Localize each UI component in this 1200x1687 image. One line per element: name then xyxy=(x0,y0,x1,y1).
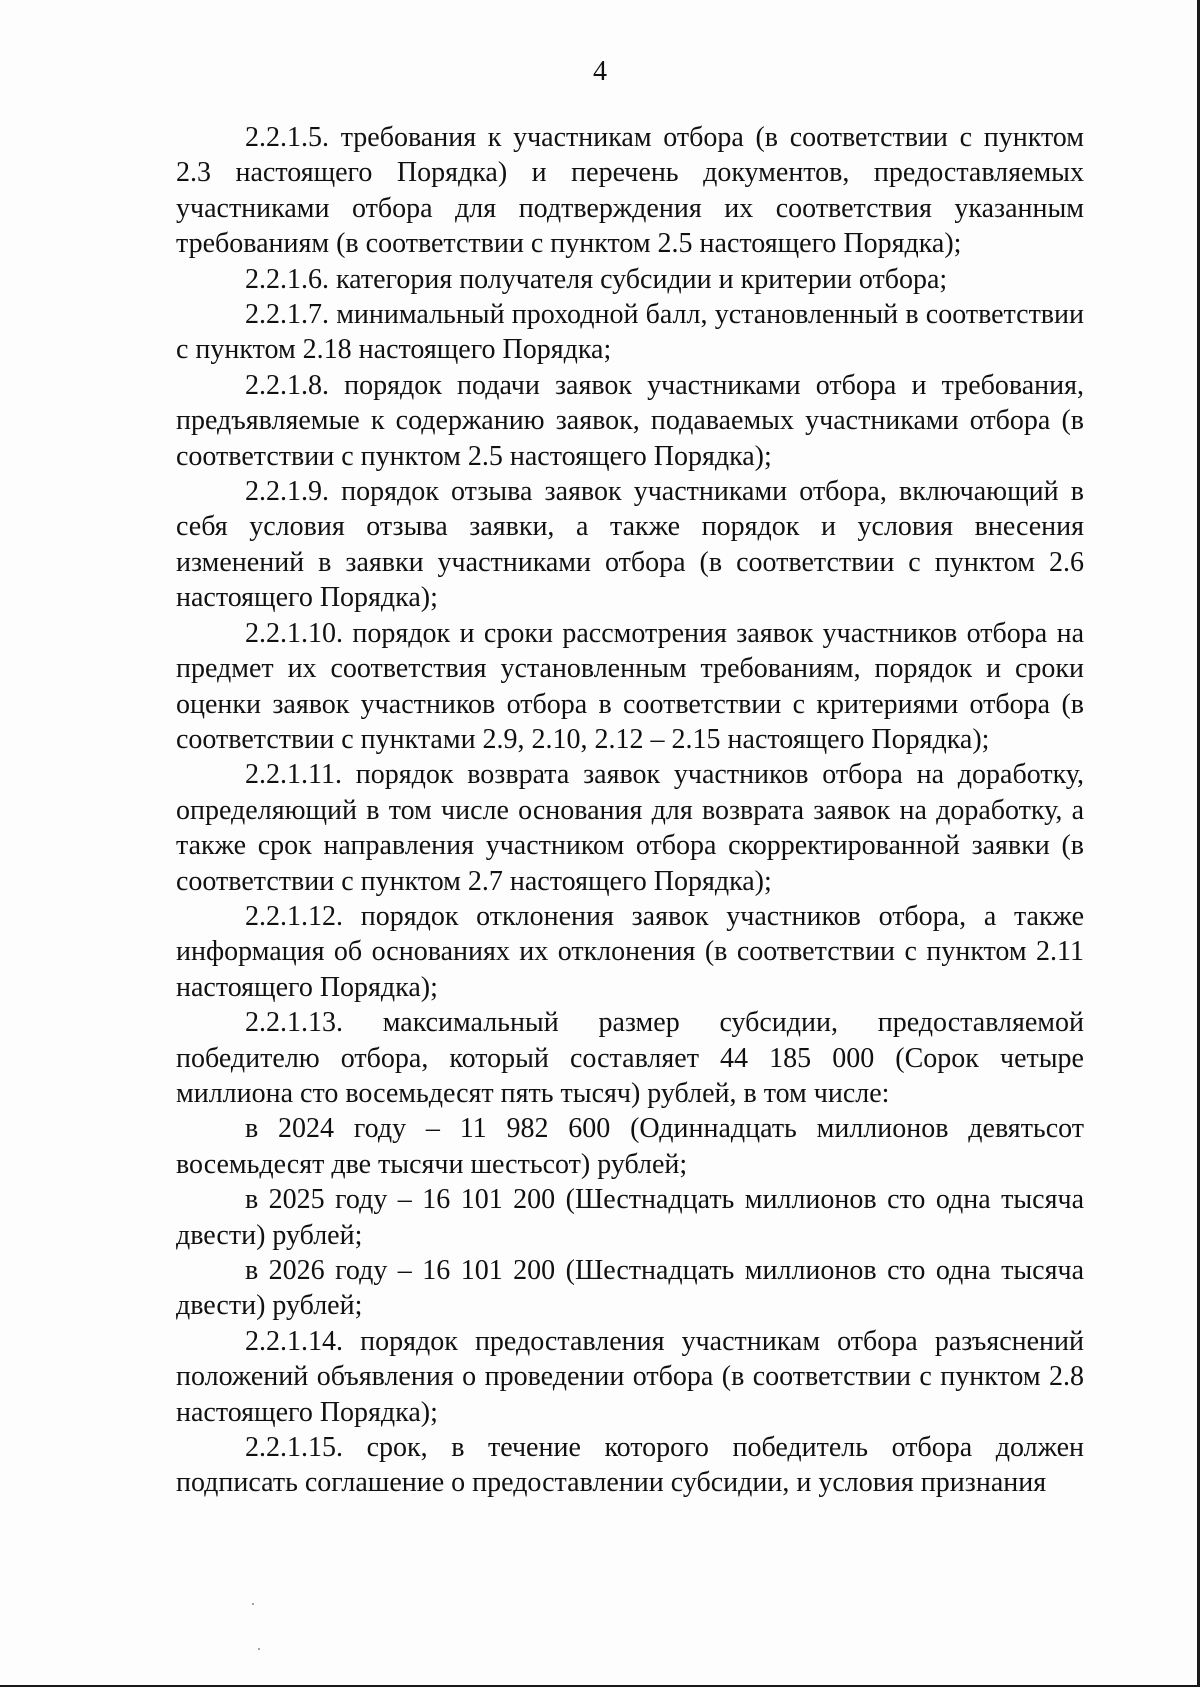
paragraph-2-2-1-11: 2.2.1.11. порядок возврата заявок участников отбора на доработку, определяющий в том числе основания для возврата заявок на доработку, а также срок направления участником отбора скорректированной заявки (в соответствии с пунктом 2.7 настоящего Порядка); xyxy=(176,759,1084,897)
scan-speck xyxy=(252,1603,254,1605)
paragraph-2-2-1-6: 2.2.1.6. категория получателя субсидии и критерии отбора; xyxy=(245,263,948,295)
paragraph-2-2-1-12: 2.2.1.12. порядок отклонения заявок участников отбора, а также информация об основаниях их отклонения (в соответствии с пунктом 2.11 настоящего Порядка); xyxy=(176,900,1084,1003)
paragraph-2-2-1-15: 2.2.1.15. срок, в течение которого победитель отбора должен подписать соглашение о предоставлении субсидии, и условия признания xyxy=(176,1432,1084,1499)
document-body xyxy=(176,120,1084,1501)
paragraph-2-2-1-13: 2.2.1.13. максимальный размер субсидии, предоставляемой победителю отбора, который составляет 44 185 000 (Сорок четыре миллиона сто восемьдесят пять тысяч) рублей, в том числе: xyxy=(176,1007,1084,1109)
page-number: 4 xyxy=(593,56,607,87)
scan-speck xyxy=(258,1648,260,1650)
paragraph-2-2-1-10: 2.2.1.10. порядок и сроки рассмотрения заявок участников отбора на предмет их соответствия установленным требованиям, порядок и сроки оценки заявок участников отбора в соответствии с критериями отбора (в соответствии с пунктами 2.9, 2.10, 2.12 – 2.15 настоящего Порядка); xyxy=(176,617,1084,755)
paragraph-year-2025: в 2025 году – 16 101 200 (Шестнадцать миллионов сто одна тысяча двести) рублей; xyxy=(176,1184,1084,1251)
paragraph-2-2-1-14: 2.2.1.14. порядок предоставления участникам отбора разъяснений положений объявления о проведении отбора (в соответствии с пунктом 2.8 настоящего Порядка); xyxy=(176,1325,1084,1428)
paragraph-2-2-1-8: 2.2.1.8. порядок подачи заявок участниками отбора и требования, предъявляемые к содержанию заявок, подаваемых участниками отбора (в соответствии с пунктом 2.5 настоящего Порядка); xyxy=(176,369,1084,472)
paragraph-2-2-1-9: 2.2.1.9. порядок отзыва заявок участниками отбора, включающий в себя условия отзыва заявки, а также порядок и условия внесения изменений в заявки участниками отбора (в соответствии с пунктом 2.6 настоящего Порядка); xyxy=(176,476,1084,614)
paragraph-year-2026: в 2026 году – 16 101 200 (Шестнадцать миллионов сто одна тысяча двести) рублей; xyxy=(176,1255,1084,1322)
paragraph-2-2-1-5: 2.2.1.5. требования к участникам отбора (в соответствии с пунктом 2.3 настоящего Порядка) и перечень документов, предоставляемых участниками отбора для подтверждения их соответствия указанным требованиям (в соответствии с пунктом 2.5 настоящего Порядка); xyxy=(176,122,1084,260)
paragraph-2-2-1-7: 2.2.1.7. минимальный проходной балл, установленный в соответствии с пунктом 2.18 настоящего Порядка; xyxy=(176,299,1084,366)
paragraph-year-2024: в 2024 году – 11 982 600 (Одиннадцать миллионов девятьсот восемьдесят две тысячи шестьсот) рублей; xyxy=(176,1113,1084,1180)
